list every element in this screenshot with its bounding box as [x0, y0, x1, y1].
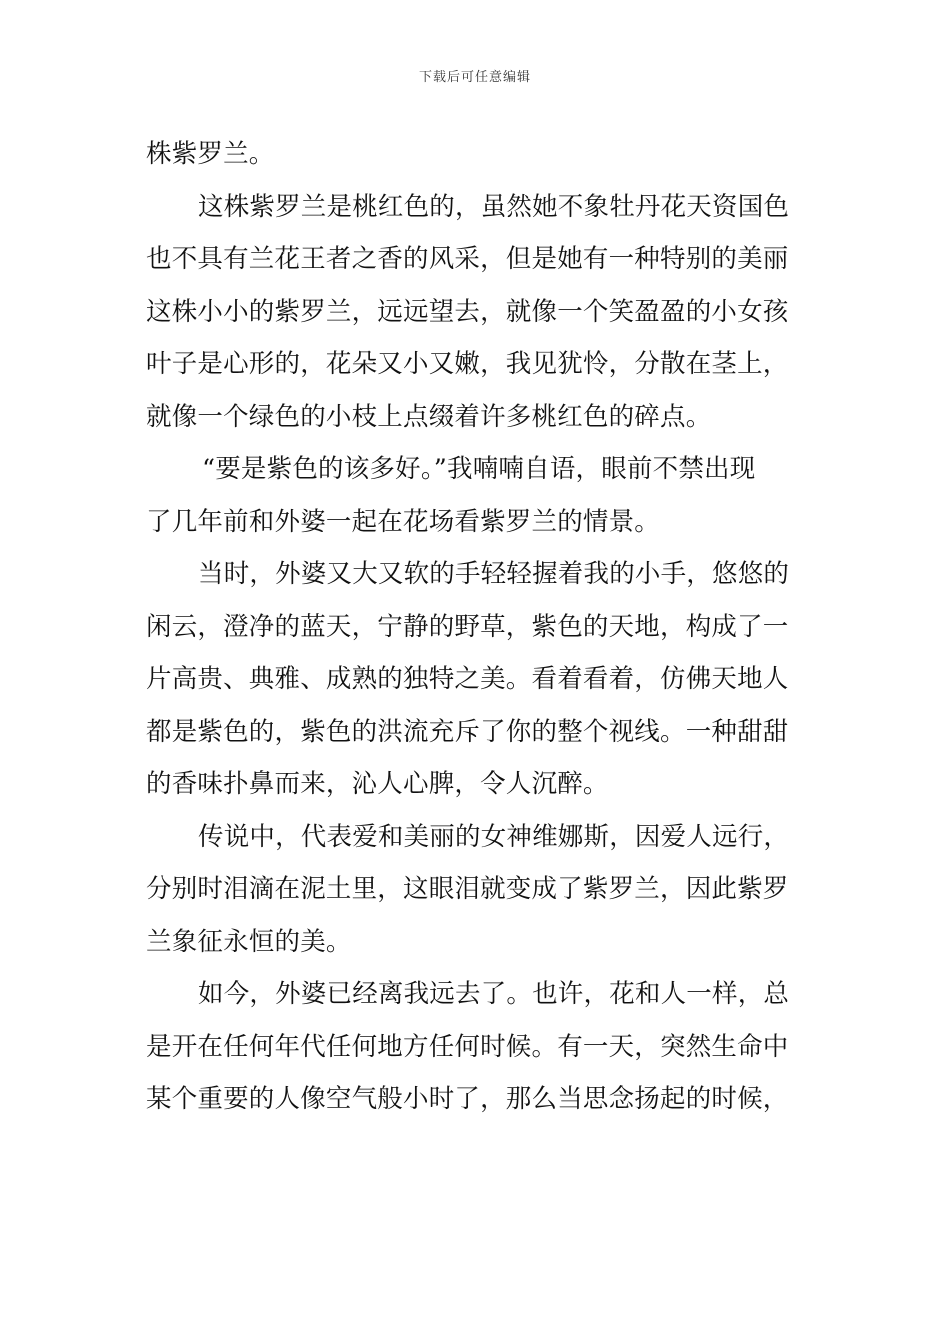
text-line: 分别时泪滴在泥土里，这眼泪就变成了紫罗兰，因此紫罗 [146, 874, 789, 904]
paragraph-start-line: 如今，外婆已经离我远去了。也许，花和人一样，总 [198, 979, 790, 1009]
text-line: 的香味扑鼻而来，沁人心脾，令人沉醉。 [146, 769, 609, 799]
text-line: 都是紫色的，紫色的洪流充斥了你的整个视线。一种甜甜 [146, 716, 789, 747]
paragraph-start-line: “要是紫色的该多好。”我喃喃自语，眼前不禁出现 [202, 454, 756, 484]
text-line: 片高贵、典雅、成熟的独特之美。看着看着，仿佛天地人 [146, 664, 789, 694]
paragraph-start-line: 这株紫罗兰是桃红色的，虽然她不象牡丹花天资国色 [198, 191, 790, 222]
text-line: 叶子是心形的，花朵又小又嫩，我见犹怜，分散在茎上， [146, 349, 789, 379]
text-line: 株紫罗兰。 [146, 139, 275, 169]
text-line: 这株小小的紫罗兰，远远望去，就像一个笑盈盈的小女孩 [146, 296, 789, 327]
text-line: 闲云，澄净的蓝天，宁静的野草，紫色的天地，构成了一 [146, 611, 789, 642]
text-line: 是开在任何年代任何地方任何时候。有一天，突然生命中 [146, 1031, 789, 1062]
text-line: 了几年前和外婆一起在花场看紫罗兰的情景。 [146, 506, 661, 537]
text-line: 兰象征永恒的美。 [146, 926, 352, 957]
page-header: 下载后可任意编辑 [418, 70, 531, 85]
text-line: 就像一个绿色的小枝上点缀着许多桃红色的碎点。 [146, 401, 712, 432]
paragraph-start-line: 传说中，代表爱和美丽的女神维娜斯，因爱人远行， [198, 821, 790, 852]
paragraph-start-line: 当时，外婆又大又软的手轻轻握着我的小手，悠悠的 [198, 559, 790, 589]
text-line: 某个重要的人像空气般小时了，那么当思念扬起的时候， [146, 1084, 789, 1114]
article-body [146, 128, 806, 1126]
text-line: 也不具有兰花王者之香的风采，但是她有一种特别的美丽 [146, 244, 789, 274]
